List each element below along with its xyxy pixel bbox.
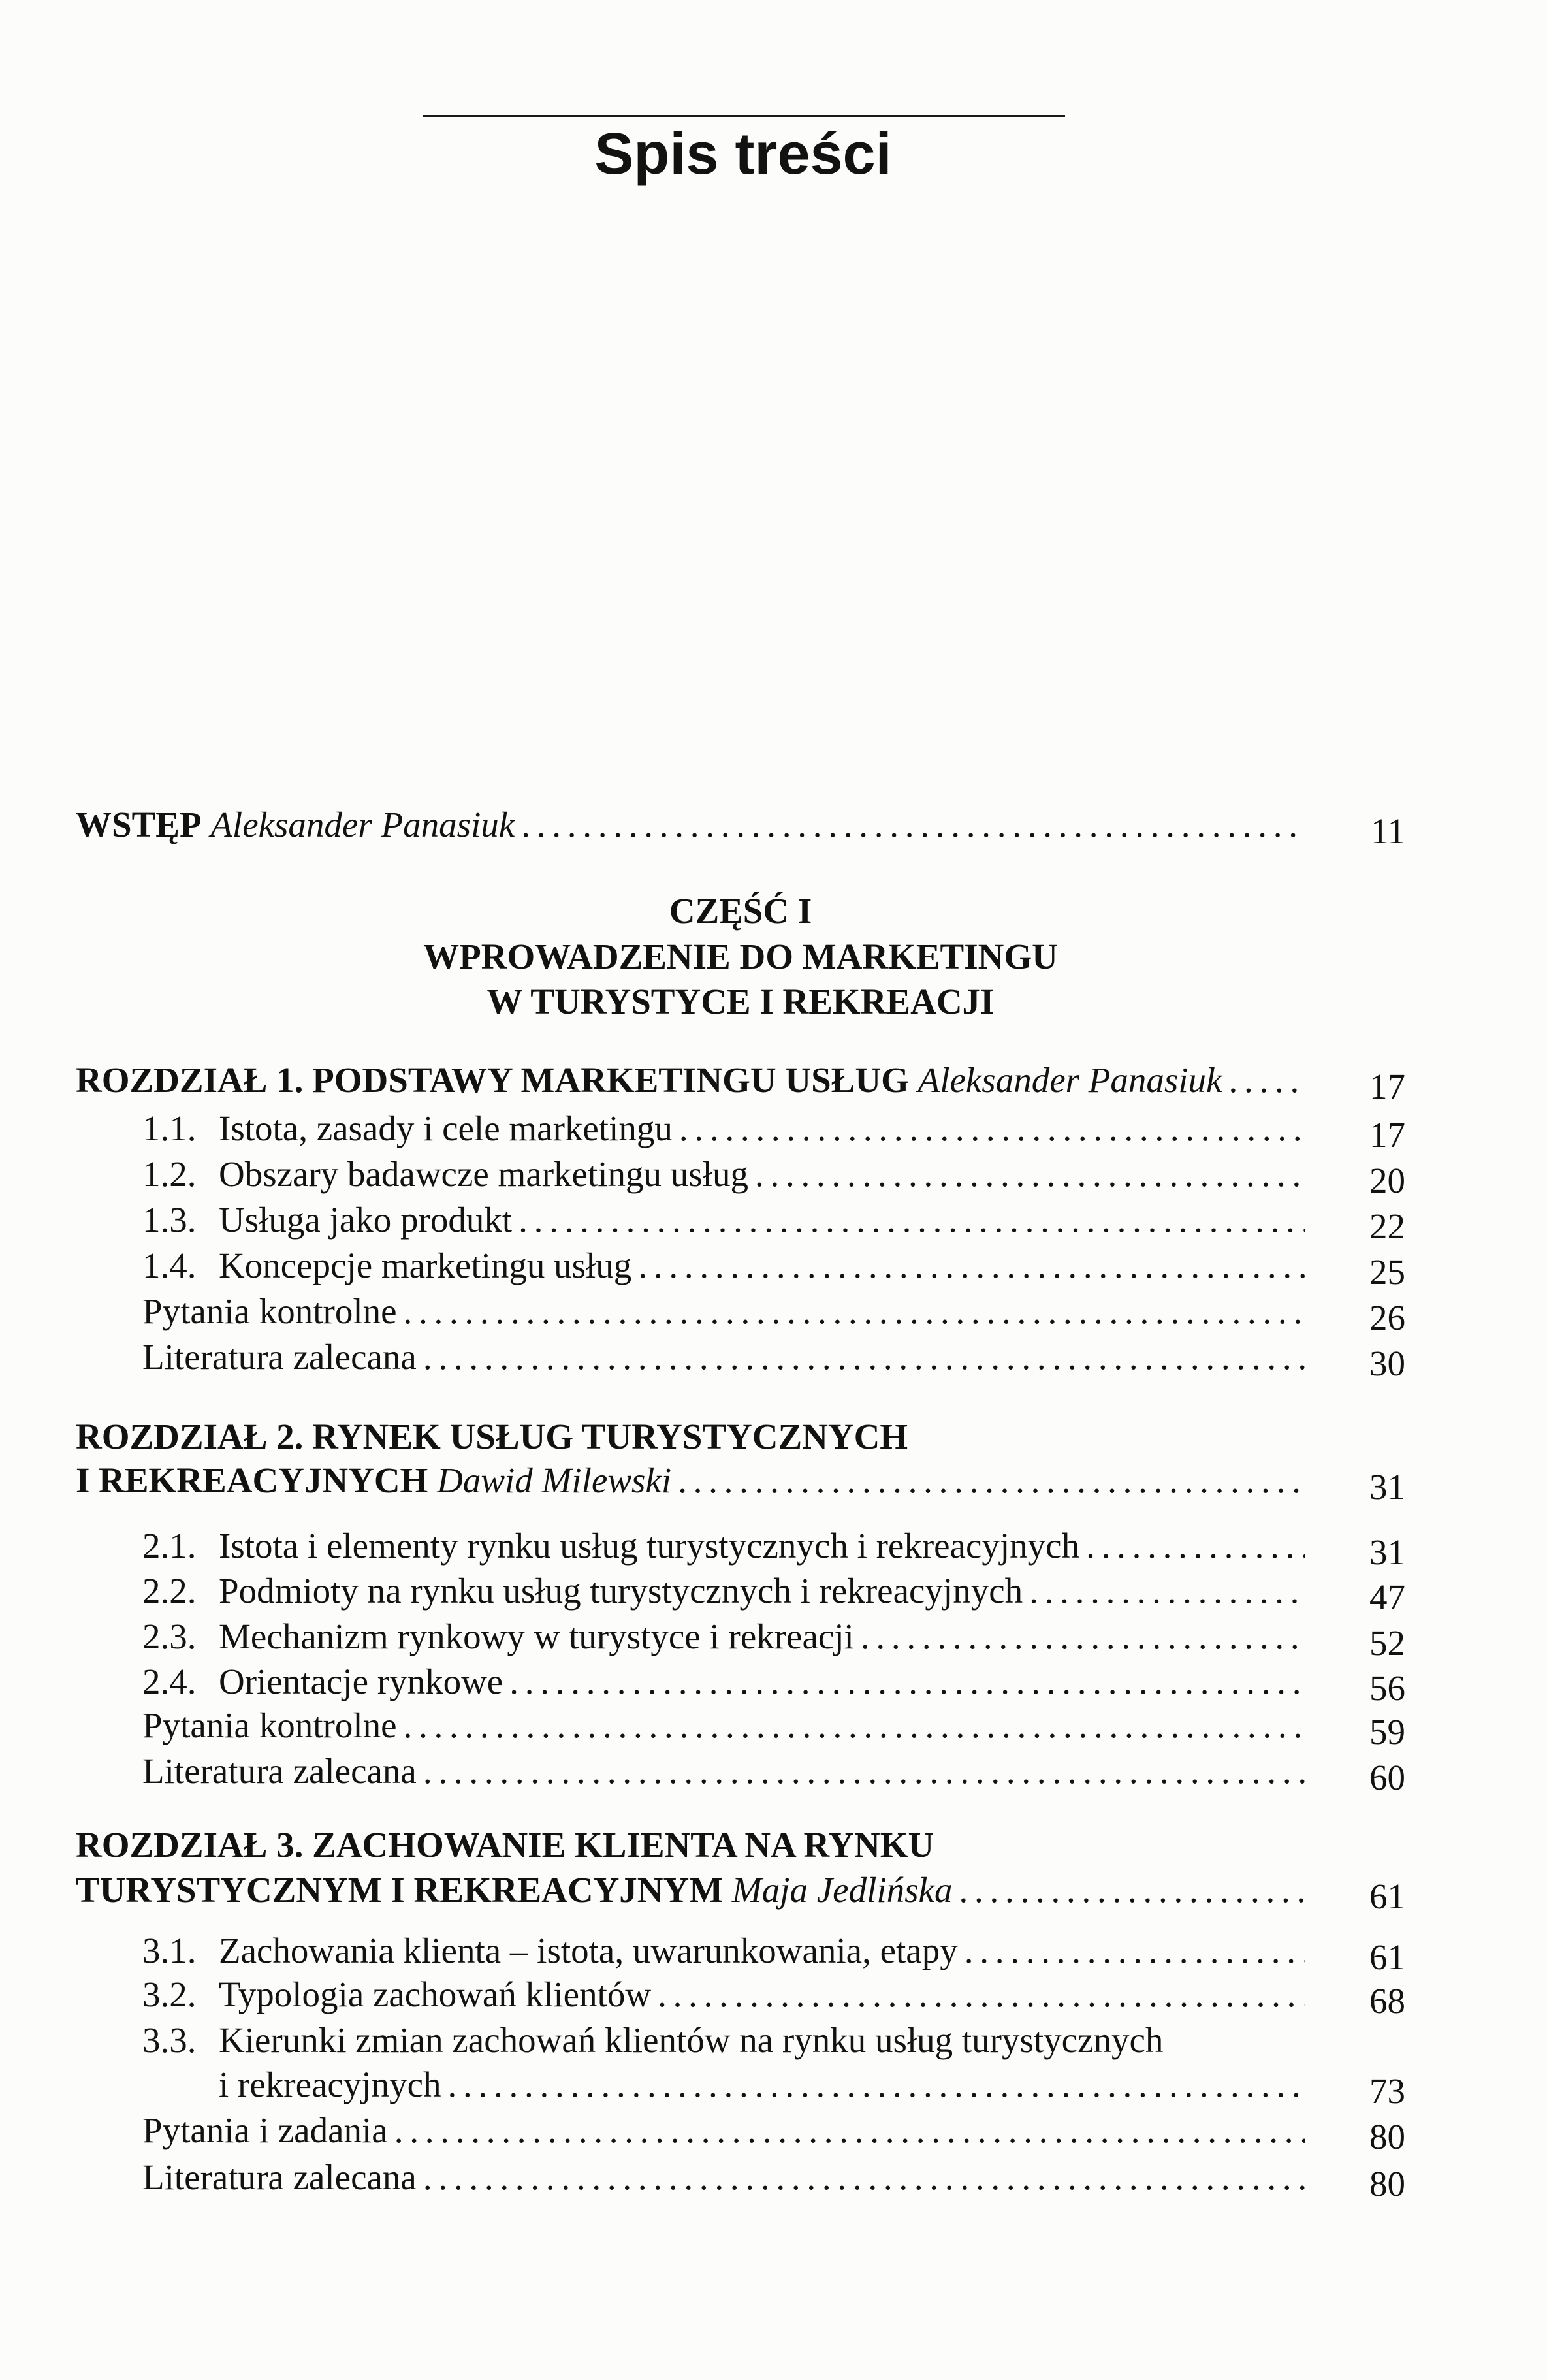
item-text: Istota i elementy rynku usług turystycznych i rekreacyjnych [219, 1526, 1080, 1566]
item-text: Zachowania klienta – istota, uwarunkowania, etapy [219, 1931, 958, 1970]
page-number: 47 [1369, 1577, 1405, 1617]
toc-item[interactable] [142, 2157, 1405, 2204]
dot-leader [959, 1869, 1305, 1911]
item-text: Orientacje rynkowe [219, 1662, 503, 1701]
page-number: 22 [1369, 1206, 1405, 1246]
item-number: 2.3. [142, 1616, 197, 1656]
toc-item[interactable] [142, 1616, 1405, 1663]
dot-leader [861, 1616, 1305, 1658]
dot-leader [423, 1750, 1305, 1792]
toc-item[interactable] [142, 1570, 1405, 1617]
page-number: 56 [1369, 1668, 1405, 1708]
item-number: 1.4. [142, 1246, 197, 1285]
toc-entry-intro[interactable] [76, 804, 1405, 851]
page-number: 30 [1369, 1343, 1405, 1383]
toc-item[interactable] [142, 1199, 1405, 1246]
item-number: 2.2. [142, 1571, 197, 1611]
page-title: Spis treści [594, 121, 892, 187]
chapter-title: TURYSTYCZNYM I REKREACYJNYM [76, 1870, 724, 1910]
item-number: 3.1. [142, 1931, 197, 1970]
entry-author: Aleksander Panasiuk [210, 805, 515, 844]
dot-leader [679, 1108, 1305, 1150]
dot-leader [1029, 1570, 1305, 1612]
chapter-title: I REKREACYJNYCH [76, 1460, 428, 1500]
item-text: Obszary badawcze marketingu usług [219, 1154, 748, 1194]
page-number: 59 [1369, 1712, 1405, 1752]
toc-item[interactable] [142, 1750, 1405, 1797]
toc-item[interactable] [142, 1291, 1405, 1338]
dot-leader [518, 1199, 1305, 1241]
toc-item[interactable] [142, 1705, 1405, 1752]
part-title: WPROWADZENIE DO MARKETINGU [423, 937, 1058, 976]
toc-item[interactable] [142, 1108, 1405, 1155]
toc-chapter-1[interactable] [76, 1059, 1405, 1106]
toc-item[interactable] [142, 2110, 1405, 2157]
toc-item[interactable] [142, 1153, 1405, 1200]
item-text: Literatura zalecana [142, 1751, 417, 1791]
page-number: 68 [1369, 1981, 1405, 2021]
page-number: 26 [1369, 1298, 1405, 1338]
item-text: Kierunki zmian zachowań klientów na rynku usług turystycznych [219, 2020, 1164, 2060]
dot-leader [1086, 1525, 1305, 1567]
title-rule [423, 115, 1065, 117]
page-number: 52 [1369, 1623, 1405, 1663]
entry-label: WSTĘP [76, 805, 202, 844]
page-number: 31 [1369, 1532, 1405, 1572]
item-text: Usługa jako produkt [219, 1200, 513, 1240]
chapter-author: Aleksander Panasiuk [917, 1060, 1222, 1100]
item-number: 2.1. [142, 1526, 197, 1566]
page-number: 20 [1369, 1161, 1405, 1200]
page-number: 25 [1369, 1252, 1405, 1292]
dot-leader [448, 2064, 1305, 2106]
toc-item[interactable] [142, 1336, 1405, 1383]
toc-item[interactable] [142, 1525, 1405, 1572]
page-number: 17 [1369, 1067, 1405, 1106]
toc-item[interactable] [142, 1661, 1405, 1708]
item-number: 3.2. [142, 1974, 197, 2014]
page-number: 31 [1369, 1467, 1405, 1507]
dot-leader [509, 1661, 1305, 1703]
item-number: 1.2. [142, 1154, 197, 1194]
item-text: Literatura zalecana [142, 1337, 417, 1377]
item-text: Pytania kontrolne [142, 1291, 397, 1331]
dot-leader [521, 804, 1305, 846]
dot-leader [423, 1336, 1305, 1378]
chapter-author: Maja Jedlińska [731, 1870, 953, 1910]
dot-leader [678, 1460, 1305, 1502]
item-text: Koncepcje marketingu usług [219, 1246, 632, 1285]
chapter-author: Dawid Milewski [437, 1460, 672, 1500]
toc-chapter-3[interactable] [76, 1869, 1405, 1916]
page-number: 80 [1369, 2117, 1405, 2157]
toc-item[interactable] [142, 2019, 1405, 2061]
dot-leader [965, 1930, 1305, 1972]
page-number: 61 [1369, 1937, 1405, 1977]
toc-item-continuation[interactable] [219, 2064, 1405, 2111]
dot-leader [394, 2110, 1305, 2151]
item-text: Mechanizm rynkowy w turystyce i rekreacji [219, 1616, 854, 1656]
page-number: 60 [1369, 1758, 1405, 1797]
chapter-title: ROZDZIAŁ 3. ZACHOWANIE KLIENTA NA RYNKU [76, 1825, 934, 1865]
item-number: 3.3. [142, 2020, 197, 2060]
dot-leader [658, 1974, 1305, 2016]
item-text: i rekreacyjnych [219, 2065, 441, 2104]
item-number: 2.4. [142, 1662, 197, 1701]
dot-leader [404, 1291, 1305, 1332]
toc-chapter-2-line1[interactable] [76, 1416, 1405, 1458]
item-number: 1.1. [142, 1108, 197, 1148]
item-text: Literatura zalecana [142, 2157, 417, 2197]
page-number: 61 [1369, 1876, 1405, 1916]
dot-leader [423, 2157, 1305, 2198]
item-text: Pytania i zadania [142, 2110, 388, 2150]
item-text: Istota, zasady i cele marketingu [219, 1108, 673, 1148]
toc-item[interactable] [142, 1930, 1405, 1977]
page-number: 17 [1369, 1115, 1405, 1155]
toc-chapter-2[interactable] [76, 1460, 1405, 1507]
dot-leader [638, 1245, 1305, 1287]
toc-chapter-3-line1[interactable] [76, 1824, 1405, 1866]
chapter-title: ROZDZIAŁ 1. PODSTAWY MARKETINGU USŁUG [76, 1060, 909, 1100]
part-title: W TURYSTYCE I REKREACJI [486, 982, 995, 1021]
item-number: 1.3. [142, 1200, 197, 1240]
dot-leader [1228, 1059, 1305, 1101]
page-number: 11 [1371, 811, 1405, 851]
item-text: Podmioty na rynku usług turystycznych i rekreacyjnych [219, 1571, 1023, 1611]
page-number: 73 [1369, 2071, 1405, 2111]
toc-item[interactable] [142, 1974, 1405, 2021]
dot-leader [404, 1705, 1305, 1746]
part-heading: CZĘŚĆ I [669, 891, 812, 931]
chapter-title: ROZDZIAŁ 2. RYNEK USŁUG TURYSTYCZNYCH [76, 1417, 908, 1456]
item-text: Pytania kontrolne [142, 1705, 397, 1745]
page-number: 80 [1369, 2164, 1405, 2204]
item-text: Typologia zachowań klientów [219, 1974, 652, 2014]
dot-leader [755, 1153, 1305, 1195]
toc-item[interactable] [142, 1245, 1405, 1292]
